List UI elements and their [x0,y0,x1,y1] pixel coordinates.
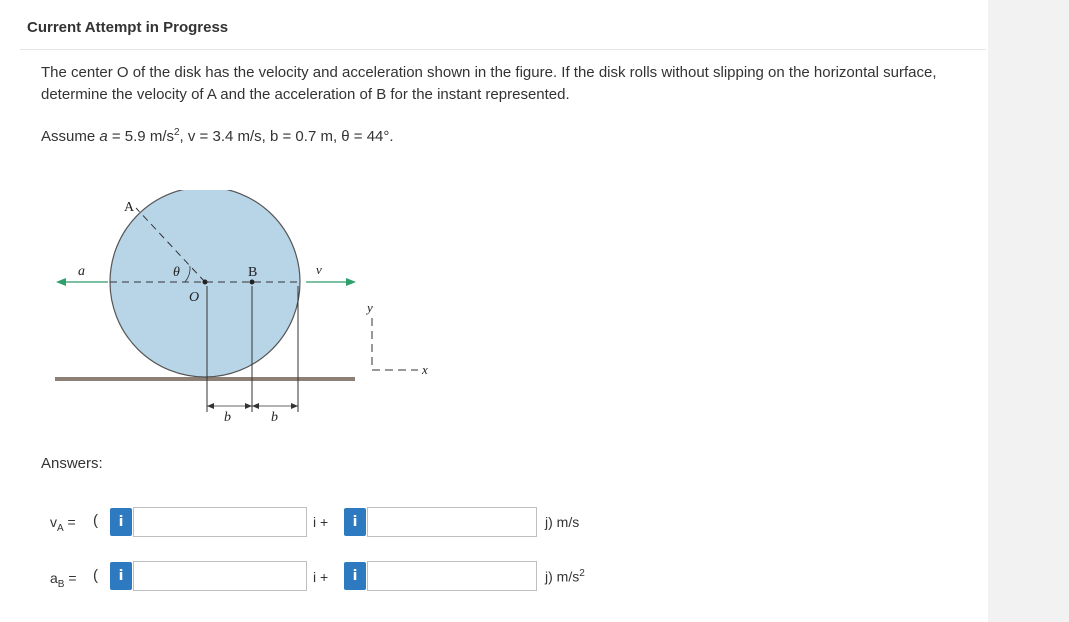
ab-label: $a_B$ = [50,570,77,590]
va-label: $v_A$ = [50,514,76,534]
assume-a-symbol: a [99,128,108,145]
center-point-o [203,280,208,285]
label-y-axis: y [367,300,373,315]
label-b-dim-1: b [224,410,231,425]
assume-rest: , v = 3.4 m/s, b = 0.7 m, θ = 44°. [179,128,394,145]
va-j-component-input[interactable] [367,507,537,537]
ab-j-component-input[interactable] [367,561,537,591]
b-dim-arrow-2b [291,403,298,409]
label-acceleration: a [78,264,85,279]
ab-unit: j) $m/s^2$ [545,568,585,585]
label-a-point: A [124,200,135,215]
b-dim-arrow-2a [252,403,259,409]
va-open-paren: ( [93,512,98,529]
disk-figure [40,190,460,440]
label-theta: θ [173,265,180,280]
va-unit: j) m/s [545,514,580,530]
ground [55,377,355,381]
ab-i-component-input[interactable] [133,561,307,591]
question-text: The center O of the disk has the velocity and acceleration shown in the figure. If the disk rolls without slipping on the horizontal surface, determine the velocity of A and the acceleration of B for the instant represented. [41,64,937,103]
assume-a-value: = 5.9 m/s [107,128,174,145]
answer-row-va [0,507,988,537]
va-i-plus: i + [313,514,329,530]
assume-prefix: Assume [41,128,100,145]
label-b-point: B [248,265,258,280]
b-dim-arrow-1a [207,403,214,409]
ab-i-info-button[interactable]: i [110,562,132,590]
attempt-header: Current Attempt in Progress [27,19,229,36]
velocity-arrow-head [346,278,356,286]
ab-i-plus: i + [313,569,329,585]
answers-label: Answers: [41,455,103,472]
assumption-text [41,127,394,145]
label-o-center: O [189,290,200,305]
va-i-info-button[interactable]: i [110,508,132,536]
acceleration-arrow-head [56,278,66,286]
answer-row-ab [0,561,988,591]
label-velocity: v [316,262,322,277]
label-x-axis: x [422,362,428,377]
header-divider [20,49,986,50]
va-i-component-input[interactable] [133,507,307,537]
b-dim-arrow-1b [245,403,252,409]
label-b-dim-2: b [271,410,278,425]
ab-open-paren: ( [93,567,98,584]
va-j-info-button[interactable]: i [344,508,366,536]
assume-exponent: 2 [173,127,180,138]
point-b [250,280,255,285]
ab-j-info-button[interactable]: i [344,562,366,590]
